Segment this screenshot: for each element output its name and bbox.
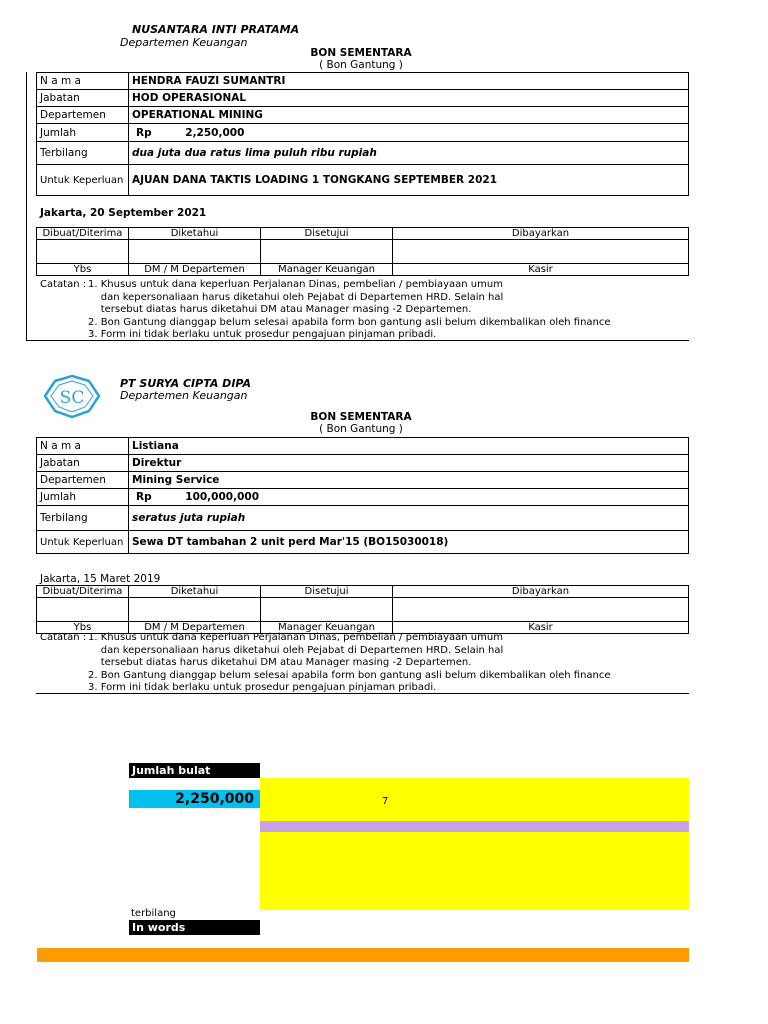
cell-number: 7 [382, 796, 389, 807]
row-purpose [37, 165, 689, 196]
sign-footer-approved: Manager Keuangan [261, 264, 393, 276]
sign-header-known-2: Diketahui [129, 586, 261, 598]
value-department-2: Mining Service [129, 472, 689, 489]
info-table-2 [36, 437, 689, 554]
row-amount [37, 124, 689, 142]
yellow-cell-top [260, 778, 689, 821]
purple-band [260, 821, 689, 832]
orange-bar [37, 948, 689, 962]
label-purpose-2: Untuk Keperluan [37, 531, 129, 554]
sign-footer-paid-2: Kasir [393, 622, 689, 634]
place-date-2: Jakarta, 15 Maret 2019 [40, 573, 161, 585]
sign-box-made-2 [37, 598, 129, 622]
row-department [37, 107, 689, 124]
value-terbilang-2: seratus juta rupiah [129, 506, 689, 531]
department-name: Departemen Keuangan [120, 36, 248, 49]
value-terbilang: dua juta dua ratus lima puluh ribu rupiah [129, 142, 689, 165]
signature-table-2 [36, 585, 689, 634]
sign-header-paid: Dibayarkan [393, 228, 689, 240]
note-3-2: 3. Form ini tidak berlaku untuk prosedur pengajuan pinjaman pribadi. [88, 682, 437, 694]
sign-header-made: Dibuat/Diterima [37, 228, 129, 240]
signature-table [36, 227, 689, 276]
amount-2: 100,000,000 [185, 491, 259, 503]
label-department: Departemen [37, 107, 129, 124]
value-position-2: Direktur [129, 455, 689, 472]
form-subtitle-2: ( Bon Gantung ) [319, 423, 403, 435]
sign-box-made [37, 240, 129, 264]
terbilang-label: terbilang [131, 908, 176, 919]
value-department: OPERATIONAL MINING [129, 107, 689, 124]
amount: 2,250,000 [185, 126, 245, 139]
row-name [37, 73, 689, 90]
form-bottom-border [26, 340, 689, 341]
note-2-2: 2. Bon Gantung dianggap belum selesai apabila form bon gantung asli belum dikembalikan oleh finance [88, 669, 611, 681]
sign-footer-made-2: Ybs [37, 622, 129, 634]
label-position: Jabatan [37, 90, 129, 107]
logo-emblem-icon [41, 374, 103, 419]
value-amount [129, 124, 689, 142]
label-name-2: N a m a [37, 438, 129, 455]
row-position [37, 90, 689, 107]
label-name: N a m a [37, 73, 129, 90]
note-3: 3. Form ini tidak berlaku untuk prosedur pengajuan pinjaman pribadi. [88, 329, 437, 341]
logo-text: SC [59, 388, 85, 408]
value-amount-2 [129, 489, 689, 506]
yellow-cell-bottom [260, 832, 689, 910]
note-1-2: 1. Khusus untuk dana keperluan Perjalanan Dinas, pembelian / pembiayaan umum [88, 632, 503, 643]
sign-footer-known-2: DM / M Departemen [129, 622, 261, 634]
in-words-label: In words [129, 920, 260, 935]
value-purpose-2: Sewa DT tambahan 2 unit perd Mar'15 (BO15030018) [129, 531, 689, 554]
sign-footer-paid: Kasir [393, 264, 689, 276]
note-1: 1. Khusus untuk dana keperluan Perjalanan Dinas, pembelian / pembiayaan umum [88, 279, 503, 290]
currency-2: Rp [136, 491, 152, 503]
sign-header-paid-2: Dibayarkan [393, 586, 689, 598]
value-name: HENDRA FAUZI SUMANTRI [129, 73, 689, 90]
sign-footer-approved-2: Manager Keuangan [261, 622, 393, 634]
form-title: BON SEMENTARA [310, 47, 412, 59]
value-purpose: AJUAN DANA TAKTIS LOADING 1 TONGKANG SEPTEMBER 2021 [129, 165, 689, 196]
rounded-amount-label: Jumlah bulat [129, 763, 260, 778]
sign-header-made-2: Dibuat/Diterima [37, 586, 129, 598]
value-name-2: Listiana [129, 438, 689, 455]
label-purpose: Untuk Keperluan [37, 165, 129, 196]
rounded-amount-value: 2,250,000 [129, 790, 260, 808]
sign-box-known-2 [129, 598, 261, 622]
sign-header-approved: Disetujui [261, 228, 393, 240]
note-1c-2: tersebut diatas harus diketahui DM atau Manager masing -2 Departemen. [88, 657, 472, 669]
label-terbilang: Terbilang [37, 142, 129, 165]
note-1c: tersebut diatas harus diketahui DM atau Manager masing -2 Departemen. [88, 304, 472, 316]
department-name-2: Departemen Keuangan [120, 389, 248, 402]
notes-label: Catatan : [40, 279, 87, 290]
note-2: 2. Bon Gantung dianggap belum selesai apabila form bon gantung asli belum dikembalikan oleh finance [88, 316, 611, 328]
place-date: Jakarta, 20 September 2021 [40, 207, 207, 219]
form-subtitle: ( Bon Gantung ) [319, 59, 403, 71]
sign-header-known: Diketahui [129, 228, 261, 240]
label-terbilang-2: Terbilang [37, 506, 129, 531]
label-amount: Jumlah [37, 124, 129, 142]
sign-box-paid [393, 240, 689, 264]
sign-box-known [129, 240, 261, 264]
sign-box-approved [261, 240, 393, 264]
form-bottom-border-2 [36, 693, 689, 694]
sign-footer-made: Ybs [37, 264, 129, 276]
label-amount-2: Jumlah [37, 489, 129, 506]
company-logo [41, 374, 103, 419]
sign-header-approved-2: Disetujui [261, 586, 393, 598]
sign-box-approved-2 [261, 598, 393, 622]
info-table [36, 72, 689, 196]
form-title-2: BON SEMENTARA [310, 411, 412, 423]
note-1b: dan kepersonaliaan harus diketahui oleh Pejabat di Departemen HRD. Selain hal [88, 291, 504, 303]
notes-label-2: Catatan : [40, 632, 87, 643]
value-position: HOD OPERASIONAL [129, 90, 689, 107]
sign-footer-known: DM / M Departemen [129, 264, 261, 276]
label-department-2: Departemen [37, 472, 129, 489]
company-name-2: PT SURYA CIPTA DIPA [120, 377, 251, 390]
company-name: NUSANTARA INTI PRATAMA [132, 23, 300, 36]
currency: Rp [136, 126, 152, 139]
note-1b-2: dan kepersonaliaan harus diketahui oleh Pejabat di Departemen HRD. Selain hal [88, 644, 504, 656]
label-position-2: Jabatan [37, 455, 129, 472]
row-terbilang [37, 142, 689, 165]
left-border [26, 72, 27, 340]
sign-box-paid-2 [393, 598, 689, 622]
